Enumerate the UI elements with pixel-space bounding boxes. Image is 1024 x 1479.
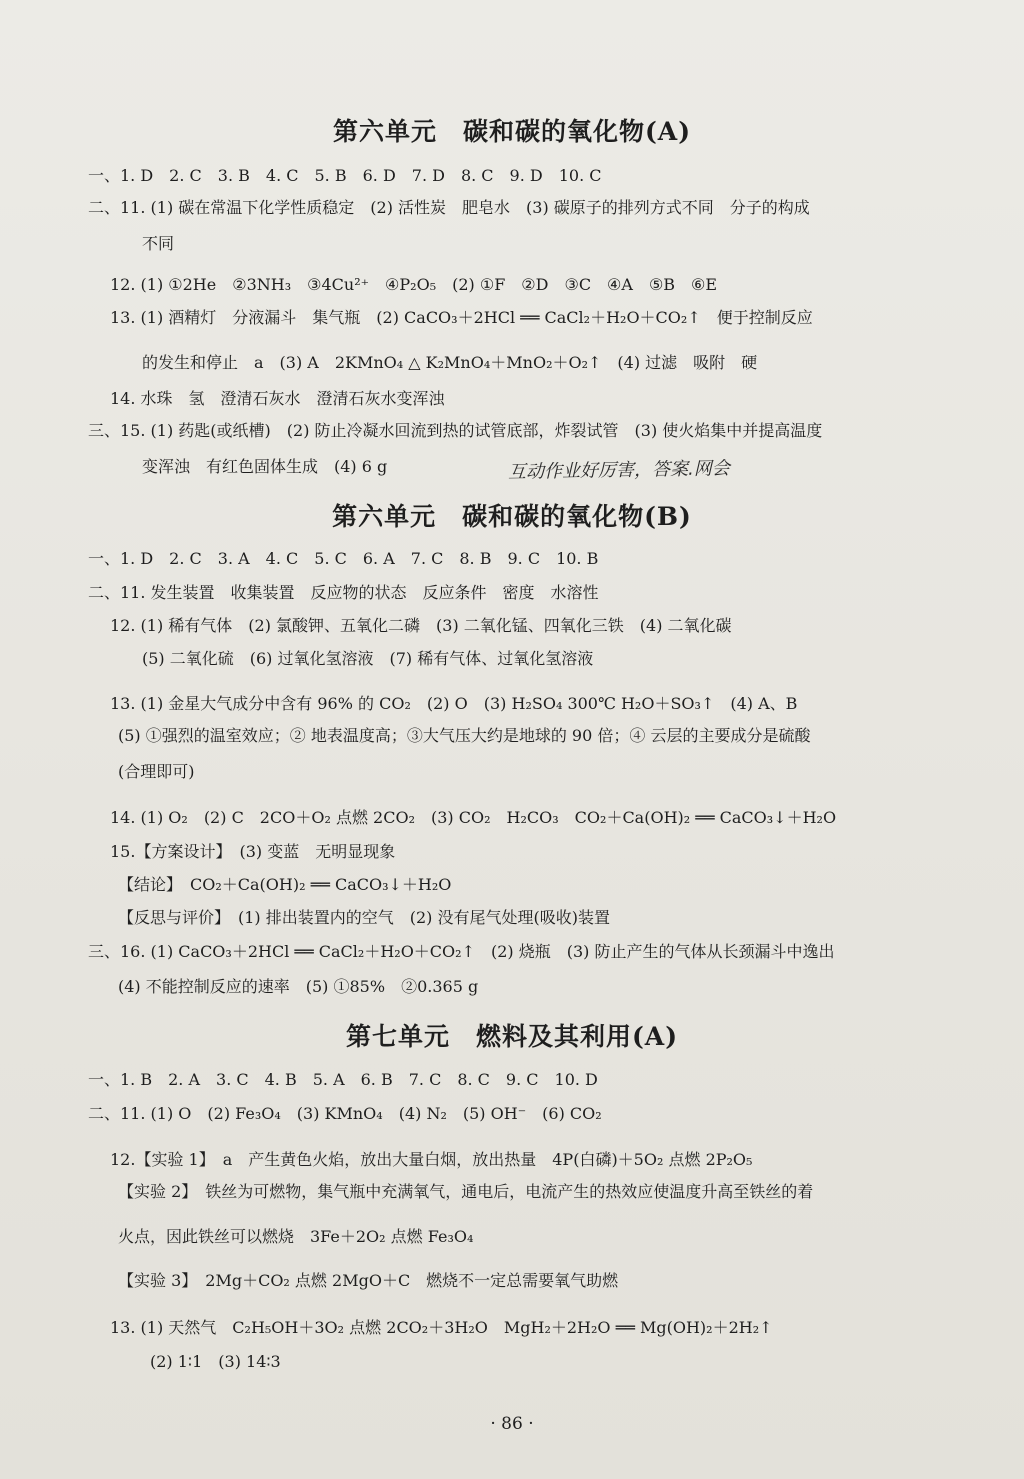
answer-line: 12. (1) ①2He ②3NH₃ ③4Cu²⁺ ④P₂O₅ (2) ①F ②D ③C ④A ⑤B ⑥E	[110, 275, 718, 294]
page-number: · 86 ·	[490, 1414, 534, 1434]
answer-line: 13. (1) 酒精灯 分液漏斗 集气瓶 (2) CaCO₃＋2HCl ══ CaCl₂＋H₂O＋CO₂↑ 便于控制反应	[110, 308, 813, 327]
answer-line: (5) 二氧化硫 (6) 过氧化氢溶液 (7) 稀有气体、过氧化氢溶液	[142, 649, 594, 668]
answer-line: 12.【实验 1】 a 产生黄色火焰，放出大量白烟，放出热量 4P(白磷)＋5O₂ 点燃 2P₂O₅	[110, 1150, 753, 1169]
answer-line: 二、11. (1) 碳在常温下化学性质稳定 (2) 活性炭 肥皂水 (3) 碳原子的排列方式不同 分子的构成	[88, 198, 810, 217]
answer-line: 二、11. 发生装置 收集装置 反应物的状态 反应条件 密度 水溶性	[88, 583, 599, 602]
answer-line: 15.【方案设计】 (3) 变蓝 无明显现象	[110, 842, 396, 861]
handwritten-note: 互动作业好厉害，答案.网会	[507, 458, 730, 483]
answer-line: (4) 不能控制反应的速率 (5) ①85% ②0.365 g	[118, 977, 479, 996]
section-title-unit6-a: 第六单元 碳和碳的氧化物(A)	[332, 117, 692, 146]
answer-line: 12. (1) 稀有气体 (2) 氯酸钾、五氧化二磷 (3) 二氧化锰、四氧化三铁 (4) 二氧化碳	[110, 616, 732, 635]
answer-line: 【结论】 CO₂＋Ca(OH)₂ ══ CaCO₃↓＋H₂O	[118, 875, 452, 894]
answer-line: 一、1. D 2. C 3. A 4. C 5. C 6. A 7. C 8. B 9. C 10. B	[88, 549, 599, 568]
answer-line: 【实验 3】 2Mg＋CO₂ 点燃 2MgO＋C 燃烧不一定总需要氧气助燃	[118, 1271, 619, 1290]
answer-line: 一、1. B 2. A 3. C 4. B 5. A 6. B 7. C 8. C 9. C 10. D	[88, 1070, 598, 1089]
section-title-unit6-b: 第六单元 碳和碳的氧化物(B)	[332, 502, 692, 531]
answer-line: 三、15. (1) 药匙(或纸槽) (2) 防止冷凝水回流到热的试管底部，炸裂试管 (3) 使火焰集中并提高温度	[88, 421, 823, 440]
answer-line: 三、16. (1) CaCO₃＋2HCl ══ CaCl₂＋H₂O＋CO₂↑ (2) 烧瓶 (3) 防止产生的气体从长颈漏斗中逸出	[88, 942, 835, 961]
answer-line: 13. (1) 天然气 C₂H₅OH＋3O₂ 点燃 2CO₂＋3H₂O MgH₂＋2H₂O ══ Mg(OH)₂＋2H₂↑	[110, 1318, 773, 1337]
answer-line: 不同	[142, 234, 175, 253]
answer-line: 一、1. D 2. C 3. B 4. C 5. B 6. D 7. D 8. C 9. D 10. C	[88, 166, 602, 185]
answer-line: 13. (1) 金星大气成分中含有 96% 的 CO₂ (2) O (3) H₂SO₄ 300℃ H₂O＋SO₃↑ (4) A、B	[110, 694, 798, 713]
answer-line: 变浑浊 有红色固体生成 (4) 6 g	[142, 457, 388, 476]
answer-line: 火点，因此铁丝可以燃烧 3Fe＋2O₂ 点燃 Fe₃O₄	[118, 1227, 474, 1246]
answer-line: (合理即可)	[118, 762, 195, 781]
answer-line: 【实验 2】 铁丝为可燃物，集气瓶中充满氧气，通电后，电流产生的热效应使温度升高至铁丝的着	[118, 1182, 814, 1201]
section-title-unit7-a: 第七单元 燃料及其利用(A)	[345, 1022, 679, 1051]
answer-line: 【反思与评价】 (1) 排出装置内的空气 (2) 没有尾气处理(吸收)装置	[118, 908, 610, 927]
answer-line: 14. 水珠 氢 澄清石灰水 澄清石灰水变浑浊	[110, 389, 445, 408]
answer-line: (5) ①强烈的温室效应；② 地表温度高；③大气压大约是地球的 90 倍；④ 云层的主要成分是硫酸	[118, 726, 811, 745]
answer-line: 的发生和停止 a (3) A 2KMnO₄ △ K₂MnO₄＋MnO₂＋O₂↑ (4) 过滤 吸附 硬	[142, 353, 758, 372]
answer-line: 14. (1) O₂ (2) C 2CO＋O₂ 点燃 2CO₂ (3) CO₂ H₂CO₃ CO₂＋Ca(OH)₂ ══ CaCO₃↓＋H₂O	[110, 808, 837, 827]
answer-line: 二、11. (1) O (2) Fe₃O₄ (3) KMnO₄ (4) N₂ (5) OH⁻ (6) CO₂	[88, 1104, 602, 1123]
answer-line: (2) 1∶1 (3) 14∶3	[150, 1352, 281, 1371]
